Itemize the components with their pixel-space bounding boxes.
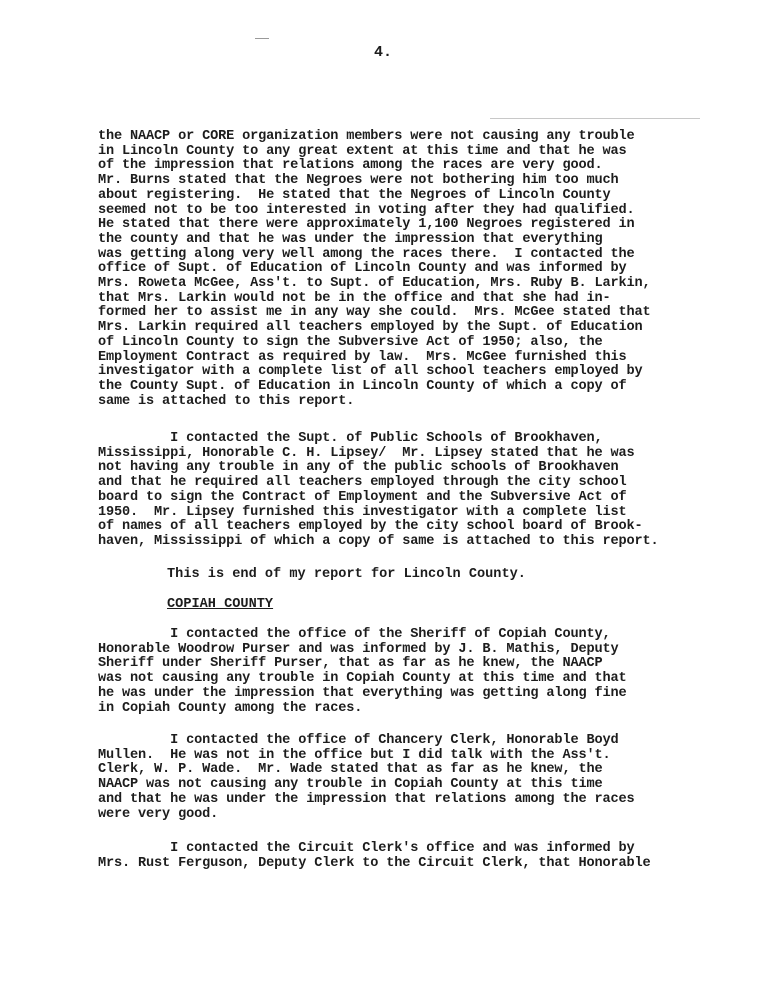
text-line: of the impression that relations among the races are very good.: [98, 158, 603, 174]
text-line: the NAACP or CORE organization members were not causing any trouble: [98, 129, 635, 144]
text-line: and that he required all teachers employed through the city school: [98, 475, 627, 491]
text-line: 1950. Mr. Lipsey furnished this investigator with a complete list: [98, 504, 627, 520]
text-line: board to sign the Contract of Employment and the Subversive Act of: [98, 489, 627, 505]
text-line: formed her to assist me in any way she could. Mrs. McGee stated that: [98, 305, 651, 321]
text-line: investigator with a complete list of all school teachers employed by: [98, 364, 643, 380]
text-line: I contacted the office of Chancery Clerk, Honorable Boyd: [98, 733, 619, 748]
text-line: haven, Mississippi of which a copy of same is attached to this report.: [98, 533, 659, 549]
text-line: Mrs. Roweta McGee, Ass't. to Supt. of Education, Mrs. Ruby B. Larkin,: [98, 276, 651, 291]
text-line: the County Supt. of Education in Lincoln County of which a copy of: [98, 378, 627, 394]
paragraph-4: [98, 734, 723, 822]
text-line: He stated that there were approximately 1,100 Negroes registered in: [98, 217, 635, 233]
text-line: Mississippi, Honorable C. H. Lipsey/ Mr. Lipsey stated that he was: [98, 445, 635, 461]
text-line: about registering. He stated that the Negroes of Lincoln County: [98, 187, 611, 203]
text-line: were very good.: [98, 806, 219, 822]
text-line: NAACP was not causing any trouble in Copiah County at this time: [98, 777, 603, 793]
text-line: of Lincoln County to sign the Subversive Act of 1950; also, the: [98, 334, 603, 350]
text-line: I contacted the Circuit Clerk's office and was informed by: [98, 841, 635, 856]
text-line: was not causing any trouble in Copiah County at this time and that: [98, 671, 627, 687]
text-line: Clerk, W. P. Wade. Mr. Wade stated that as far as he knew, the: [98, 762, 603, 778]
text-line: he was under the impression that everything was getting along fine: [98, 685, 627, 701]
text-line: and that he was under the impression that relations among the races: [98, 791, 635, 807]
closing-line: This is end of my report for Lincoln County.: [167, 567, 526, 582]
text-line: Mrs. Larkin required all teachers employed by the Supt. of Education: [98, 320, 643, 336]
page-number: 4.: [374, 44, 393, 61]
text-line: that Mrs. Larkin would not be in the office and that she had in-: [98, 290, 611, 306]
text-line: not having any trouble in any of the public schools of Brookhaven: [98, 460, 619, 476]
paragraph-2: [98, 432, 723, 550]
text-line: Mr. Burns stated that the Negroes were not bothering him too much: [98, 173, 619, 189]
text-line: I contacted the office of the Sheriff of Copiah County,: [98, 627, 611, 642]
text-line: was getting along very well among the races there. I contacted the: [98, 246, 635, 262]
paragraph-1: [98, 130, 723, 409]
text-line: same is attached to this report.: [98, 393, 355, 409]
paragraph-3: [98, 628, 723, 716]
text-line: Sheriff under Sheriff Purser, that as far as he knew, the NAACP: [98, 656, 603, 672]
text-line: Mullen. He was not in the office but I did talk with the Ass't.: [98, 747, 611, 763]
text-line: office of Supt. of Education of Lincoln County and was informed by: [98, 261, 627, 277]
text-line: seemed not to be too interested in voting after they had qualified.: [98, 202, 635, 218]
text-line: of names of all teachers employed by the city school board of Brook-: [98, 519, 643, 535]
text-line: Mrs. Rust Ferguson, Deputy Clerk to the Circuit Clerk, that Honorable: [98, 855, 651, 871]
text-line: I contacted the Supt. of Public Schools of Brookhaven,: [98, 431, 603, 446]
section-heading: COPIAH COUNTY: [167, 597, 274, 612]
header-rule: [490, 118, 700, 119]
text-line: in Lincoln County to any great extent at this time and that he was: [98, 143, 627, 159]
text-line: in Copiah County among the races.: [98, 700, 363, 716]
paragraph-5: [98, 842, 723, 871]
text-line: Employment Contract as required by law. Mrs. McGee furnished this: [98, 349, 627, 365]
text-line: Honorable Woodrow Purser and was informed by J. B. Mathis, Deputy: [98, 641, 619, 657]
top-rule: [255, 38, 269, 39]
text-line: the county and that he was under the impression that everything: [98, 231, 603, 247]
